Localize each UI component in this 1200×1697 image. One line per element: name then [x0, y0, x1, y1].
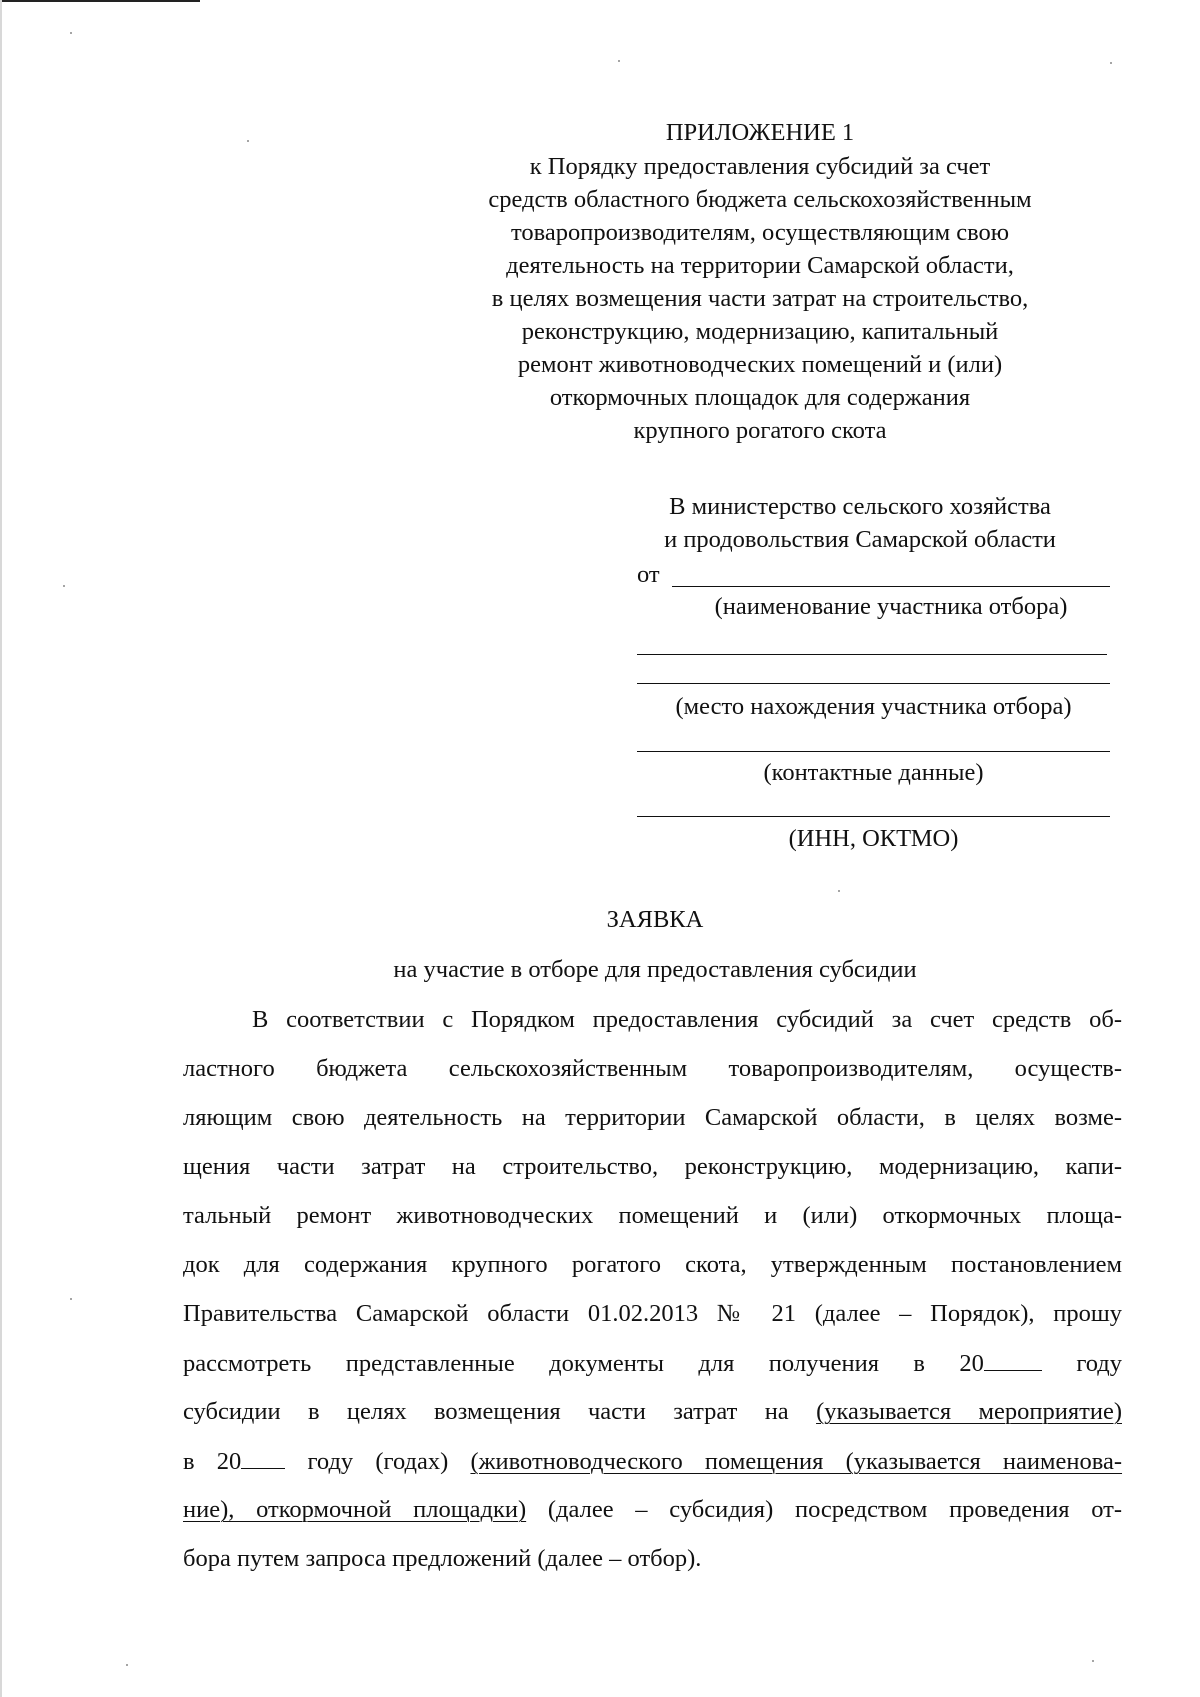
from-label: от: [637, 561, 660, 588]
body-text: году (годах): [307, 1448, 449, 1475]
body-line: В соответствии с Порядком предоставления субсидий за счет средств об-: [252, 1006, 1122, 1033]
body-line: щения части затрат на строительство, реконструкцию, модернизацию, капи-: [183, 1153, 1122, 1180]
appendix-line: реконструкцию, модернизацию, капитальный: [521, 318, 999, 345]
body-line: [183, 1446, 1122, 1477]
scan-speck: [70, 1298, 72, 1300]
scan-speck: [1110, 62, 1112, 64]
caption-inn-oktmo: (ИНН, ОКТМО): [788, 825, 959, 852]
premises-placeholder: ние), откормочной площадки): [183, 1496, 527, 1523]
body-text: в 20: [183, 1448, 242, 1475]
inn-oktmo-line: [637, 816, 1110, 817]
scan-speck: [63, 585, 65, 587]
body-text: рассмотреть представленные документы для получения в 20: [183, 1350, 984, 1377]
appendix-line: товаропроизводителям, осуществляющим свою: [510, 219, 1010, 246]
appendix-line: откормочных площадок для содержания: [549, 384, 971, 411]
addressee-line: и продовольствия Самарской области: [664, 526, 1056, 553]
premises-placeholder: (животноводческого помещения (указывается наименова-: [470, 1448, 1123, 1475]
application-subtitle: на участие в отборе для предоставления субсидии: [393, 956, 917, 983]
scan-speck: [838, 890, 840, 892]
body-line: ластного бюджета сельскохозяйственным товаропроизводителям, осуществ-: [183, 1055, 1122, 1082]
participant-location-line: [637, 683, 1110, 684]
participant-name-line-2: [637, 654, 1107, 655]
appendix-line: в целях возмещения части затрат на строительство,: [491, 285, 1029, 312]
application-title: ЗАЯВКА: [606, 906, 704, 933]
appendix-line: ремонт животноводческих помещений и (или): [517, 351, 1003, 378]
addressee-line: В министерство сельского хозяйства: [669, 493, 1051, 520]
body-text: (далее – субсидия) посредством проведения от-: [547, 1496, 1123, 1523]
contacts-line: [637, 751, 1110, 752]
caption-contacts: (контактные данные): [763, 759, 984, 786]
body-text: году: [1076, 1350, 1123, 1377]
scan-top-rule: [0, 0, 200, 2]
body-line: [183, 1495, 1122, 1525]
body-line: Правительства Самарской области 01.02.2013 № 21 (далее – Порядок), прошу: [183, 1300, 1122, 1327]
year-blank: [984, 1348, 1042, 1371]
body-line: [183, 1397, 1122, 1427]
body-line: бора путем запроса предложений (далее – отбор).: [183, 1545, 702, 1572]
appendix-line: крупного рогатого скота: [633, 417, 887, 444]
body-line: док для содержания крупного рогатого скота, утвержденным постановлением: [183, 1251, 1122, 1278]
year-blank: [241, 1446, 285, 1469]
scan-speck: [70, 32, 72, 34]
body-line: [183, 1348, 1122, 1379]
scan-speck: [1092, 1660, 1094, 1662]
body-text: субсидии в целях возмещения части затрат на: [183, 1398, 789, 1425]
scan-left-edge: [0, 0, 2, 1697]
scan-speck: [247, 140, 249, 142]
body-line: тальный ремонт животноводческих помещений и (или) откормочных площа-: [183, 1202, 1122, 1229]
scan-speck: [126, 1664, 128, 1666]
caption-participant-location: (место нахождения участника отбора): [675, 693, 1072, 720]
participant-name-line: [672, 586, 1110, 587]
appendix-title: ПРИЛОЖЕНИЕ 1: [665, 119, 855, 146]
caption-participant-name: (наименование участника отбора): [714, 593, 1068, 620]
appendix-line: средств областного бюджета сельскохозяйственным: [488, 186, 1032, 213]
appendix-line: к Порядку предоставления субсидий за счет: [529, 153, 991, 180]
body-line: ляющим свою деятельность на территории Самарской области, в целях возме-: [183, 1104, 1122, 1131]
event-placeholder: (указывается мероприятие): [816, 1398, 1122, 1425]
scan-speck: [618, 60, 620, 62]
appendix-line: деятельность на территории Самарской области,: [506, 252, 1014, 279]
